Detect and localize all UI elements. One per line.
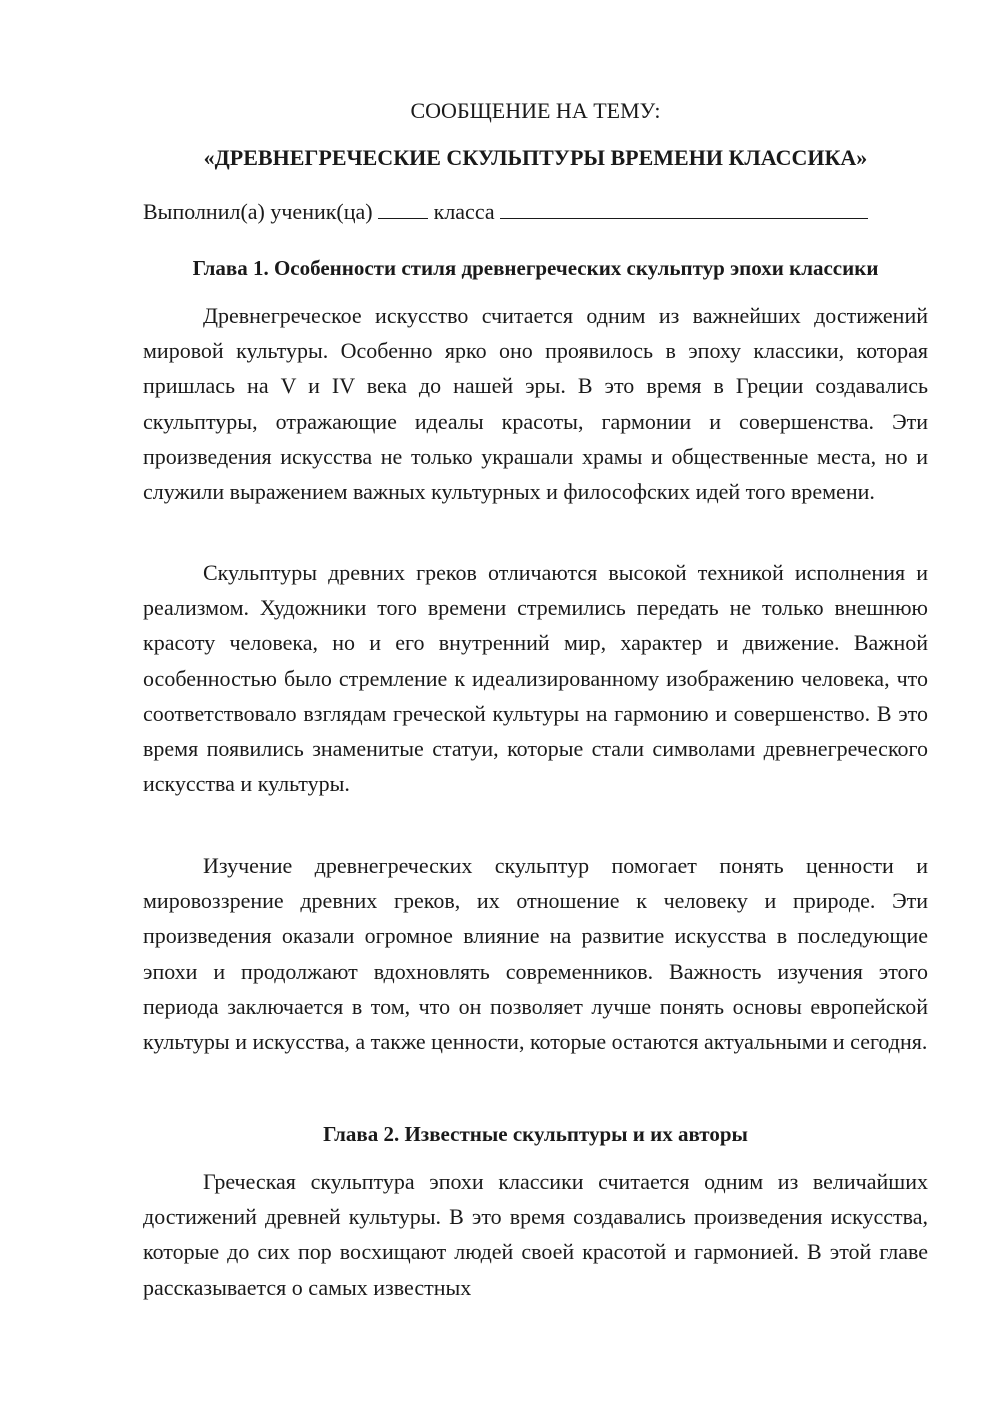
class-number-blank bbox=[378, 198, 428, 219]
chapter-1-paragraph-2: Скульптуры древних греков отличаются высокой техникой исполнения и реализмом. Художники того времени стремились передать не только внешнюю красоту человека, но и его внутренний мир, характер и движение. Важной особенностью было стремление к идеализированному изображению человека, что соответствовало взглядам греческой культуры на гармонию и совершенство. В это время появились знаменитые статуи, которые стали символами древнегреческого искусства и культуры. bbox=[143, 560, 928, 797]
chapter-2-heading: Глава 2. Известные скульптуры и их авторы bbox=[323, 1122, 748, 1146]
chapter-1-paragraph-1: Древнегреческое искусство считается одним из важнейших достижений мировой культуры. Особенно ярко оно проявилось в эпоху классики, которая пришлась на V и IV века до нашей эры. В это время в Греции создавались скульптуры, отражающие идеалы красоты, гармонии и совершенства. Эти произведения искусства не только украшали храмы и общественные места, но и служили выражением важных культурных и философских идей того времени. bbox=[143, 303, 928, 505]
chapter-2-paragraph-1: Греческая скульптура эпохи классики считается одним из величайших достижений древней культуры. В это время создавались произведения искусства, которые до сих пор восхищают людей своей красотой и гармонией. В этой главе рассказывается о самых известных bbox=[143, 1169, 928, 1300]
author-prefix: Выполнил(а) ученик(ца) bbox=[143, 199, 373, 224]
author-class-label: класса bbox=[433, 199, 495, 224]
document-title-line-2: «ДРЕВНЕГРЕЧЕСКИЕ СКУЛЬПТУРЫ ВРЕМЕНИ КЛАССИКА» bbox=[203, 145, 868, 170]
chapter-1-heading: Глава 1. Особенности стиля древнегреческих скульптур эпохи классики bbox=[192, 256, 879, 280]
chapter-1-paragraph-3: Изучение древнегреческих скульптур помогает понять ценности и мировоззрение древних греков, их отношение к человеку и природе. Эти произведения оказали огромное влияние на развитие искусства в последующие эпохи и продолжают вдохновлять современников. Важность изучения этого периода заключается в том, что он позволяет лучше понять основы европейской культуры и искусства, а также ценности, которые остаются актуальными и сегодня. bbox=[143, 853, 928, 1055]
student-name-blank bbox=[500, 198, 868, 219]
document-title-line-1: СООБЩЕНИЕ НА ТЕМУ: bbox=[410, 98, 661, 123]
author-line bbox=[143, 197, 928, 227]
